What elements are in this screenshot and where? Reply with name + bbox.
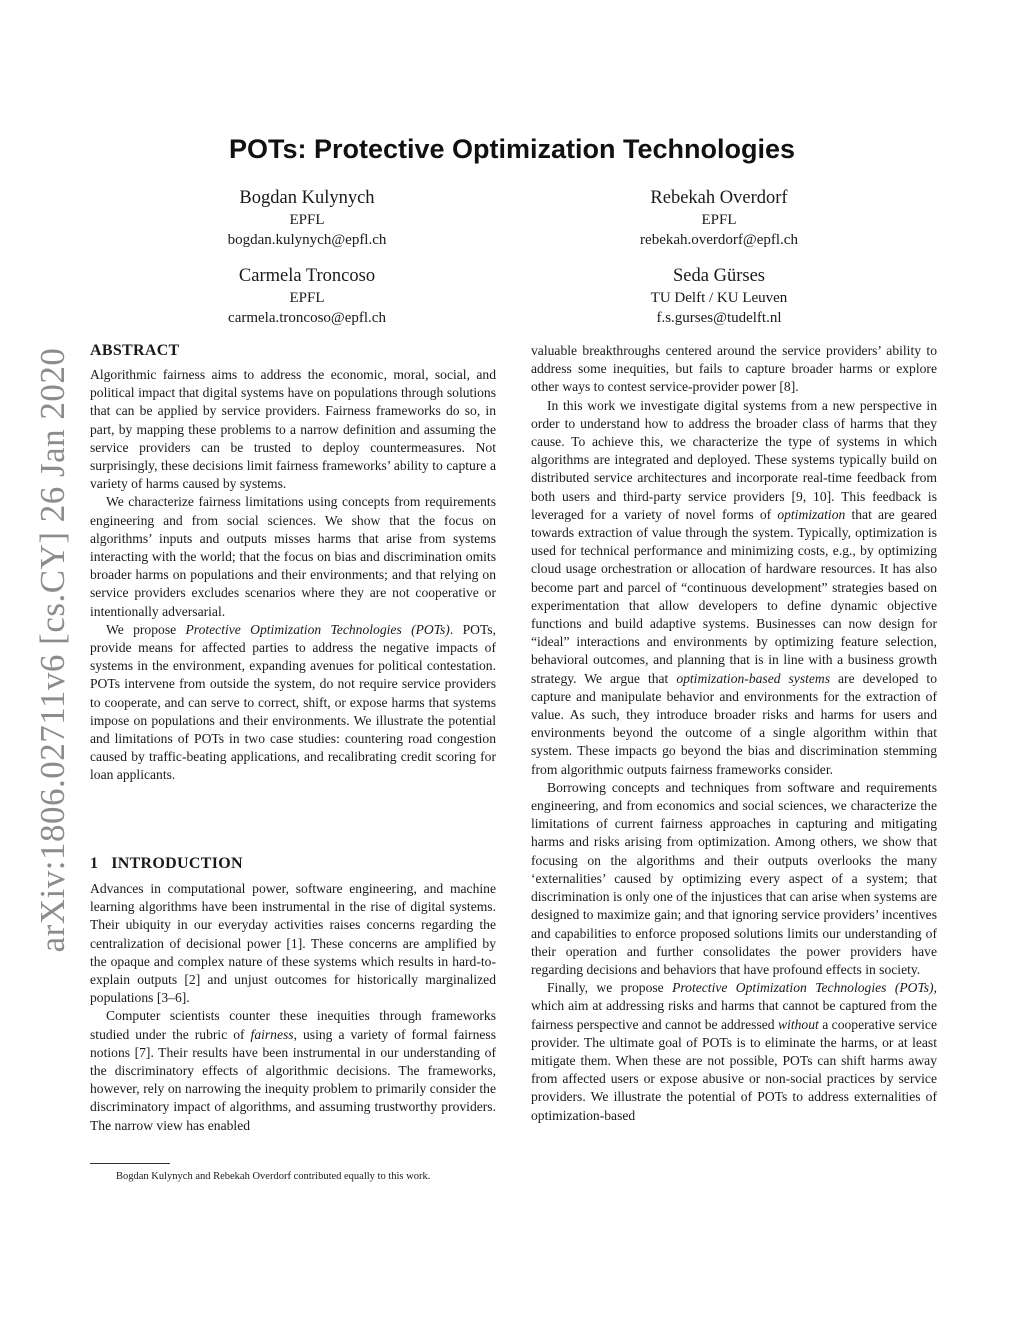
abstract-paragraph	[90, 621, 496, 785]
text-run: , using a variety of formal fairness notions [7]. Their results have been instrumental in our understanding of the discriminatory effects of algorithmic decisions. The frameworks, however, rely on narrowing the inequity problem to primarily consider the discriminatory impact of algorithms, and assuming trustworthy providers. The narrow view has enabled	[90, 1026, 496, 1133]
body-paragraph: valuable breakthroughs centered around the service providers’ ability to address some inequities, but fails to capture broader harms or explore other ways to contest service-provider power [8].	[531, 343, 937, 395]
author-block	[157, 186, 457, 250]
footnote: Bogdan Kulynych and Rebekah Overdorf contributed equally to this work.	[116, 1171, 431, 1182]
author-block	[569, 186, 869, 250]
text-run: are developed to capture and manipulate behavior and environments for the extraction of value. As such, they introduce broader risks and harms for users and environments beyond the outcome of a single algorithm within that system. These impacts go beyond the bias and discrimination stemming from algorithmic outputs fairness frameworks consider.	[531, 670, 938, 777]
abstract-section	[90, 340, 496, 785]
emphasis: Protective Optimization Technologies (POTs)	[185, 621, 450, 637]
abstract-paragraph: We characterize fairness limitations using concepts from requirements engineering and from social sciences. We show that the focus on algorithms’ inputs and outputs misses harms that arise from systems interacting with the world; that the focus on bias and discrimination omits broader harms on populations and their environments; and that relying on service providers excludes scenarios where they are not cooperative or intentionally adversarial.	[90, 494, 496, 619]
author-email: bogdan.kulynych@epfl.ch	[227, 232, 387, 248]
body-paragraph: Borrowing concepts and techniques from software and requirements engineering, and from economics and social sciences, we characterize the limitations of current fairness approaches in capturing and mitigating harms and risks arising from optimization. Among others, we show that focusing on the algorithms and their outputs overlooks the many ‘externalities’ caused by optimizing every aspect of a system; that discrimination is only one of the injustices that can arise when systems are designed to maximize gain; and that ignoring service providers’ incentives and capabilities to enforce proposed solutions limits our understanding of their operation and further consolidates the power providers have regarding decisions and behaviors that have profound effects in society.	[531, 779, 937, 977]
right-column-text	[531, 342, 937, 1125]
emphasis: optimization-based systems	[676, 670, 831, 686]
arxiv-identifier-stamp: arXiv:1806.02711v6 [cs.CY] 26 Jan 2020	[33, 347, 72, 953]
author-affiliation: EPFL	[289, 290, 325, 306]
author-name: Seda Gürses	[673, 266, 765, 286]
author-block	[157, 264, 457, 328]
author-block	[569, 264, 869, 328]
text-run: , which aim at addressing risks and harms that cannot be captured from the fairness perspective and cannot be addressed	[531, 980, 937, 1032]
author-email: rebekah.overdorf@epfl.ch	[640, 232, 798, 248]
emphasis: optimization	[777, 506, 846, 522]
intro-paragraph: Advances in computational power, software engineering, and machine learning algorithms have been instrumental in the rise of digital systems. Their ubiquity in our everyday activities raises concerns regarding the centralization of decisional power [1]. These concerns are amplified by the opaque and complex nature of these systems which results in hard-to-explain outputs [2] and unjust outcomes for historically marginalized populations [3–6].	[90, 881, 496, 1006]
text-run: a cooperative service provider. The ultimate goal of POTs is to eliminate the harms, or at least mitigate them. When these are not possible, POTs can shift harms away from affected users or expose abusive or non-social practices by service providers. We illustrate the potential of POTs to address externalities of optimization-based	[531, 1016, 937, 1123]
author-affiliation: EPFL	[701, 212, 737, 228]
abstract-paragraph: Algorithmic fairness aims to address the economic, moral, social, and political impact that digital systems have on populations through solutions that can be applied by service providers. Fairness frameworks do so, in part, by mapping these problems to a narrow definition and assuming the service providers can be trusted to deploy countermeasures. Not surprisingly, these decisions limit fairness frameworks’ ability to capture a variety of harms caused by systems.	[90, 367, 496, 492]
body-paragraph	[531, 979, 937, 1125]
author-name: Bogdan Kulynych	[239, 188, 375, 208]
text-run: that are geared towards extraction of value through the system. Typically, optimization is used for technical performance and minimizing costs, e.g., by optimizing cloud usage orchestration or allocation of hardware resources. It has also become part and parcel of “continuous development” strategies based on experimentation that allow developers to define dynamic objective functions and build adaptive systems. Businesses can now design for “ideal” interactions and environments by optimizing feature selection, behavioral outcomes, and planning that is in line with a business growth strategy. We argue that	[531, 506, 937, 686]
author-affiliation: EPFL	[289, 212, 325, 228]
emphasis: without	[778, 1016, 819, 1032]
author-email: f.s.gurses@tudelft.nl	[656, 310, 782, 326]
text-run: We propose	[106, 621, 186, 637]
text-run: Computer scientists counter these inequities through frameworks studied under the rubric of	[90, 1008, 496, 1042]
emphasis: fairness	[250, 1026, 294, 1042]
body-paragraph	[531, 397, 937, 779]
author-email: carmela.troncoso@epfl.ch	[228, 310, 386, 326]
author-name: Carmela Troncoso	[238, 266, 376, 286]
footnote-rule	[90, 1163, 170, 1164]
paper-title: POTs: Protective Optimization Technologies	[228, 134, 796, 164]
introduction-heading: 1 INTRODUCTION	[90, 855, 243, 872]
author-affiliation: TU Delft / KU Leuven	[650, 290, 788, 306]
text-run: Finally, we propose	[547, 980, 673, 996]
abstract-heading: ABSTRACT	[90, 342, 180, 359]
text-run: In this work we investigate digital systems from a new perspective in order to understand how to address the broader class of harms that they cause. To achieve this, we characterize the type of systems in which algorithms are integrated and deployed. These systems typically build on distributed service architectures and incorporate real-time feedback from both users and third-party service providers [9, 10]. This feedback is leveraged for a variety of novel forms of	[531, 397, 937, 522]
intro-paragraph	[90, 1007, 496, 1134]
author-name: Rebekah Overdorf	[650, 188, 788, 208]
emphasis: Protective Optimization Technologies (POTs)	[672, 980, 934, 996]
introduction-section	[90, 853, 496, 1135]
text-run: . POTs, provide means for affected parties to address the negative impacts of systems in the environment, expanding avenues for political contestation. POTs intervene from outside the system, do not require service providers to cooperate, and can serve to correct, shift, or expose harms that systems impose on populations and their environments. We illustrate the potential and limitations of POTs in two case studies: countering road congestion caused by traffic-beating applications, and recalibrating credit scoring for loan applicants.	[90, 621, 496, 783]
